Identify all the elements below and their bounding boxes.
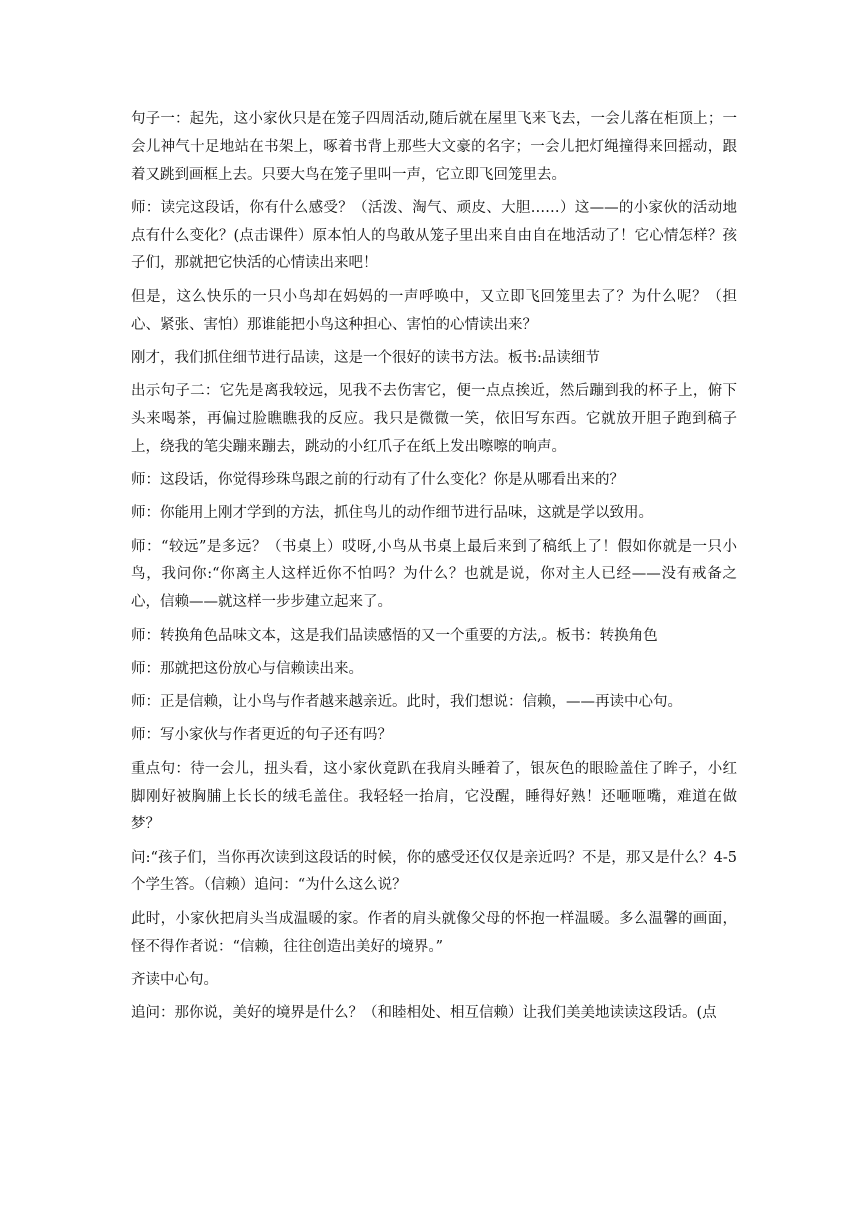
paragraph-key-sentence: 重点句：待一会儿，扭头看，这小家伙竟趴在我肩头睡着了，银灰色的眼睑盖住了眸子，小红脚刚好被胸脯上长长的绒毛盖住。我轻轻一抬肩，它没醒，睡得好熟！还咂咂嘴，难道在做梦？	[131, 760, 737, 833]
paragraph-distance-question: 师：“较远”是多远？（书桌上）哎呀,小鸟从书桌上最后来到了稿纸上了！假如你就是一只小鸟，我问你:“你离主人这样近你不怕吗？为什么？也就是说，你对主人已经——没有戒备之心，信赖——就这样一步步建立起来了。	[131, 538, 737, 611]
paragraph-teacher-feeling-question: 师：读完这段话，你有什么感受？（活泼、淘气、顽皮、大胆……）这——的小家伙的活动地点有什么变化？(点击课件）原本怕人的鸟敢从笼子里出来自由自在地活动了！它心情怎样？孩子们，那就把它快活的心情读出来吧！	[131, 199, 737, 272]
paragraph-reading-method-note: 刚才，我们抓住细节进行品读，这是一个很好的读书方法。板书:品读细节	[131, 349, 600, 366]
document-page	[131, 106, 737, 1033]
paragraph-apply-method: 师：你能用上刚才学到的方法，抓住鸟儿的动作细节进行品味，这就是学以致用。	[131, 505, 653, 522]
paragraph-change-question: 师：这段话，你觉得珍珠鸟跟之前的行动有了什么变化？你是从哪看出来的？	[131, 472, 624, 489]
paragraph-feeling-question: 问:“孩子们，当你再次读到这段话的时候，你的感受还仅仅是亲近吗？不是，那又是什么？4-5个学生答。（信赖）追问：“为什么这么说？	[131, 849, 737, 894]
paragraph-closer-sentence-question: 师：写小家伙与作者更近的句子还有吗？	[131, 727, 392, 744]
paragraph-read-trust: 师：那就把这份放心与信赖读出来。	[131, 660, 363, 677]
paragraph-beautiful-realm-question: 追问：那你说，美好的境界是什么？（和睦相处、相互信赖）让我们美美地读读这段话。(点	[131, 1005, 717, 1022]
paragraph-role-switch-method: 师：转换角色品味文本，这是我们品读感悟的又一个重要的方法,。板书：转换角色	[131, 627, 658, 644]
paragraph-read-central-sentence: 齐读中心句。	[131, 971, 218, 988]
paragraph-sentence-one: 句子一：起先，这小家伙只是在笼子四周活动,随后就在屋里飞来飞去，一会儿落在柜顶上；一会儿神气十足地站在书架上，啄着书背上那些大文豪的名字；一会儿把灯绳撞得来回摇动，跟着又跳到画框上去。只要大鸟在笼子里叫一声，它立即飞回笼里去。	[131, 111, 737, 183]
paragraph-warm-home: 此时，小家伙把肩头当成温暖的家。作者的肩头就像父母的怀抱一样温暖。多么温馨的画面，怪不得作者说：“信赖，往往创造出美好的境界。”	[131, 910, 737, 955]
paragraph-sentence-two: 出示句子二：它先是离我较远，见我不去伤害它，便一点点挨近，然后蹦到我的杯子上，俯下头来喝茶，再偏过脸瞧瞧我的反应。我只是微微一笑，依旧写东西。它就放开胆子跑到稿子上，绕我的笔尖蹦来蹦去，跳动的小红爪子在纸上发出嚓嚓的响声。	[131, 383, 737, 455]
paragraph-why-return-question: 但是，这么快乐的一只小鸟却在妈妈的一声呼唤中，又立即飞回笼里去了？为什么呢？（担心、紧张、害怕）那谁能把小鸟这种担心、害怕的心情读出来？	[131, 288, 737, 333]
paragraph-trust-central-sentence: 师：正是信赖，让小鸟与作者越来越亲近。此时，我们想说：信赖，——再读中心句。	[131, 694, 682, 711]
